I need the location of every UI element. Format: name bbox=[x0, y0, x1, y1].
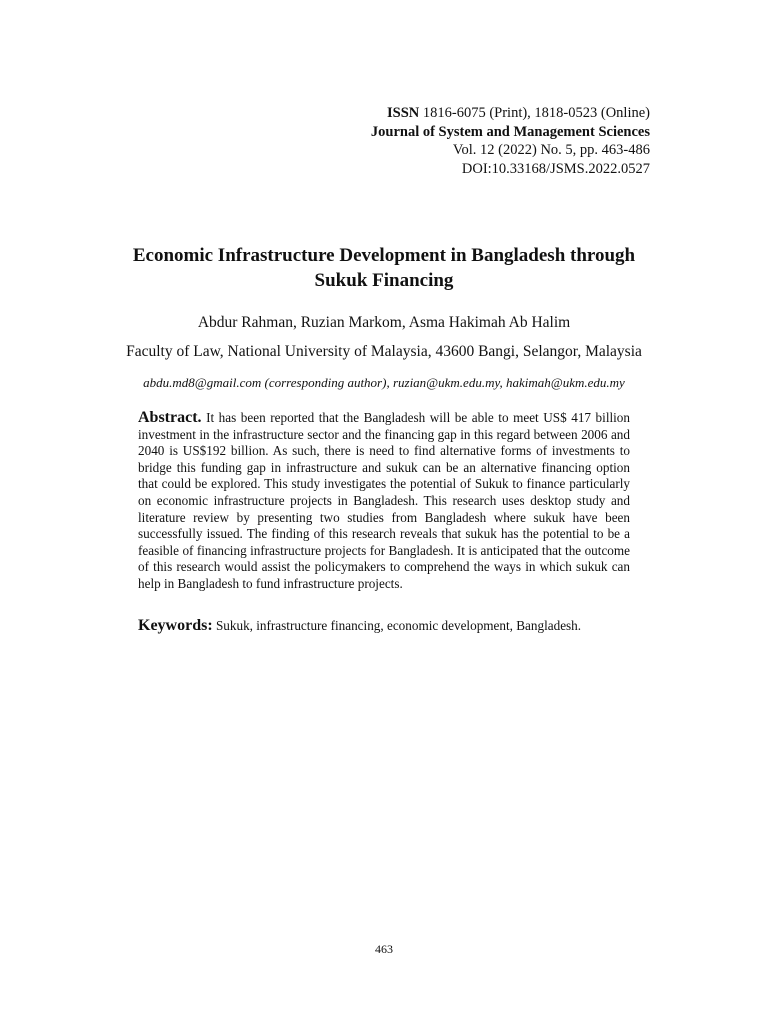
issn-line bbox=[130, 104, 650, 123]
keywords-text: Sukuk, infrastructure financing, economic development, Bangladesh. bbox=[212, 618, 582, 633]
journal-name: Journal of System and Management Sciences bbox=[370, 123, 650, 140]
abstract bbox=[138, 410, 630, 593]
paper-title bbox=[80, 243, 688, 293]
volume-info: Vol. 12 (2022) No. 5, pp. 463-486 bbox=[452, 142, 650, 158]
title-line-1: Economic Infrastructure Development in Bangladesh through bbox=[132, 245, 636, 266]
keywords-label: Keywords: bbox=[138, 617, 213, 634]
doi: DOI:10.33168/JSMS.2022.0527 bbox=[461, 160, 650, 177]
issn-value: 1816-6075 (Print), 1818-0523 (Online) bbox=[419, 105, 650, 121]
author-emails: abdu.md8@gmail.com (corresponding author), ruzian@ukm.edu.my, hakimah@ukm.edu.my bbox=[143, 375, 625, 390]
issn-label: ISSN bbox=[386, 105, 420, 121]
title-line-2: Sukuk Financing bbox=[314, 270, 454, 291]
authors: Abdur Rahman, Ruzian Markom, Asma Hakimah Ab Halim bbox=[197, 314, 571, 331]
abstract-label: Abstract. bbox=[138, 409, 202, 426]
journal-header bbox=[130, 104, 650, 178]
page-number: 463 bbox=[375, 942, 393, 956]
abstract-text: It has been reported that the Bangladesh will be able to meet US$ 417 billion investment in the infrastructure sector and the financing gap in this regard between 2006 and 2040 is US$192 billion. As such, there is need to find alternative forms of investments to bridge this funding gap in infrastructure and sukuk can be an alternative financing option that could be explored. This study investigates the potential of Sukuk to finance particularly on economic infrastructure projects in Bangladesh. This research uses desktop study and literature review by presenting two studies from Bangladesh where sukuk have been successfully issued. The finding of this research reveals that sukuk has the potential to be a feasible of financing infrastructure projects for Bangladesh. It is anticipated that the outcome of this research would assist the policymakers to comprehend the ways in which sukuk can help in Bangladesh to fund infrastructure projects. bbox=[138, 410, 630, 591]
affiliation: Faculty of Law, National University of Malaysia, 43600 Bangi, Selangor, Malaysia bbox=[126, 343, 642, 360]
keywords bbox=[138, 615, 630, 637]
